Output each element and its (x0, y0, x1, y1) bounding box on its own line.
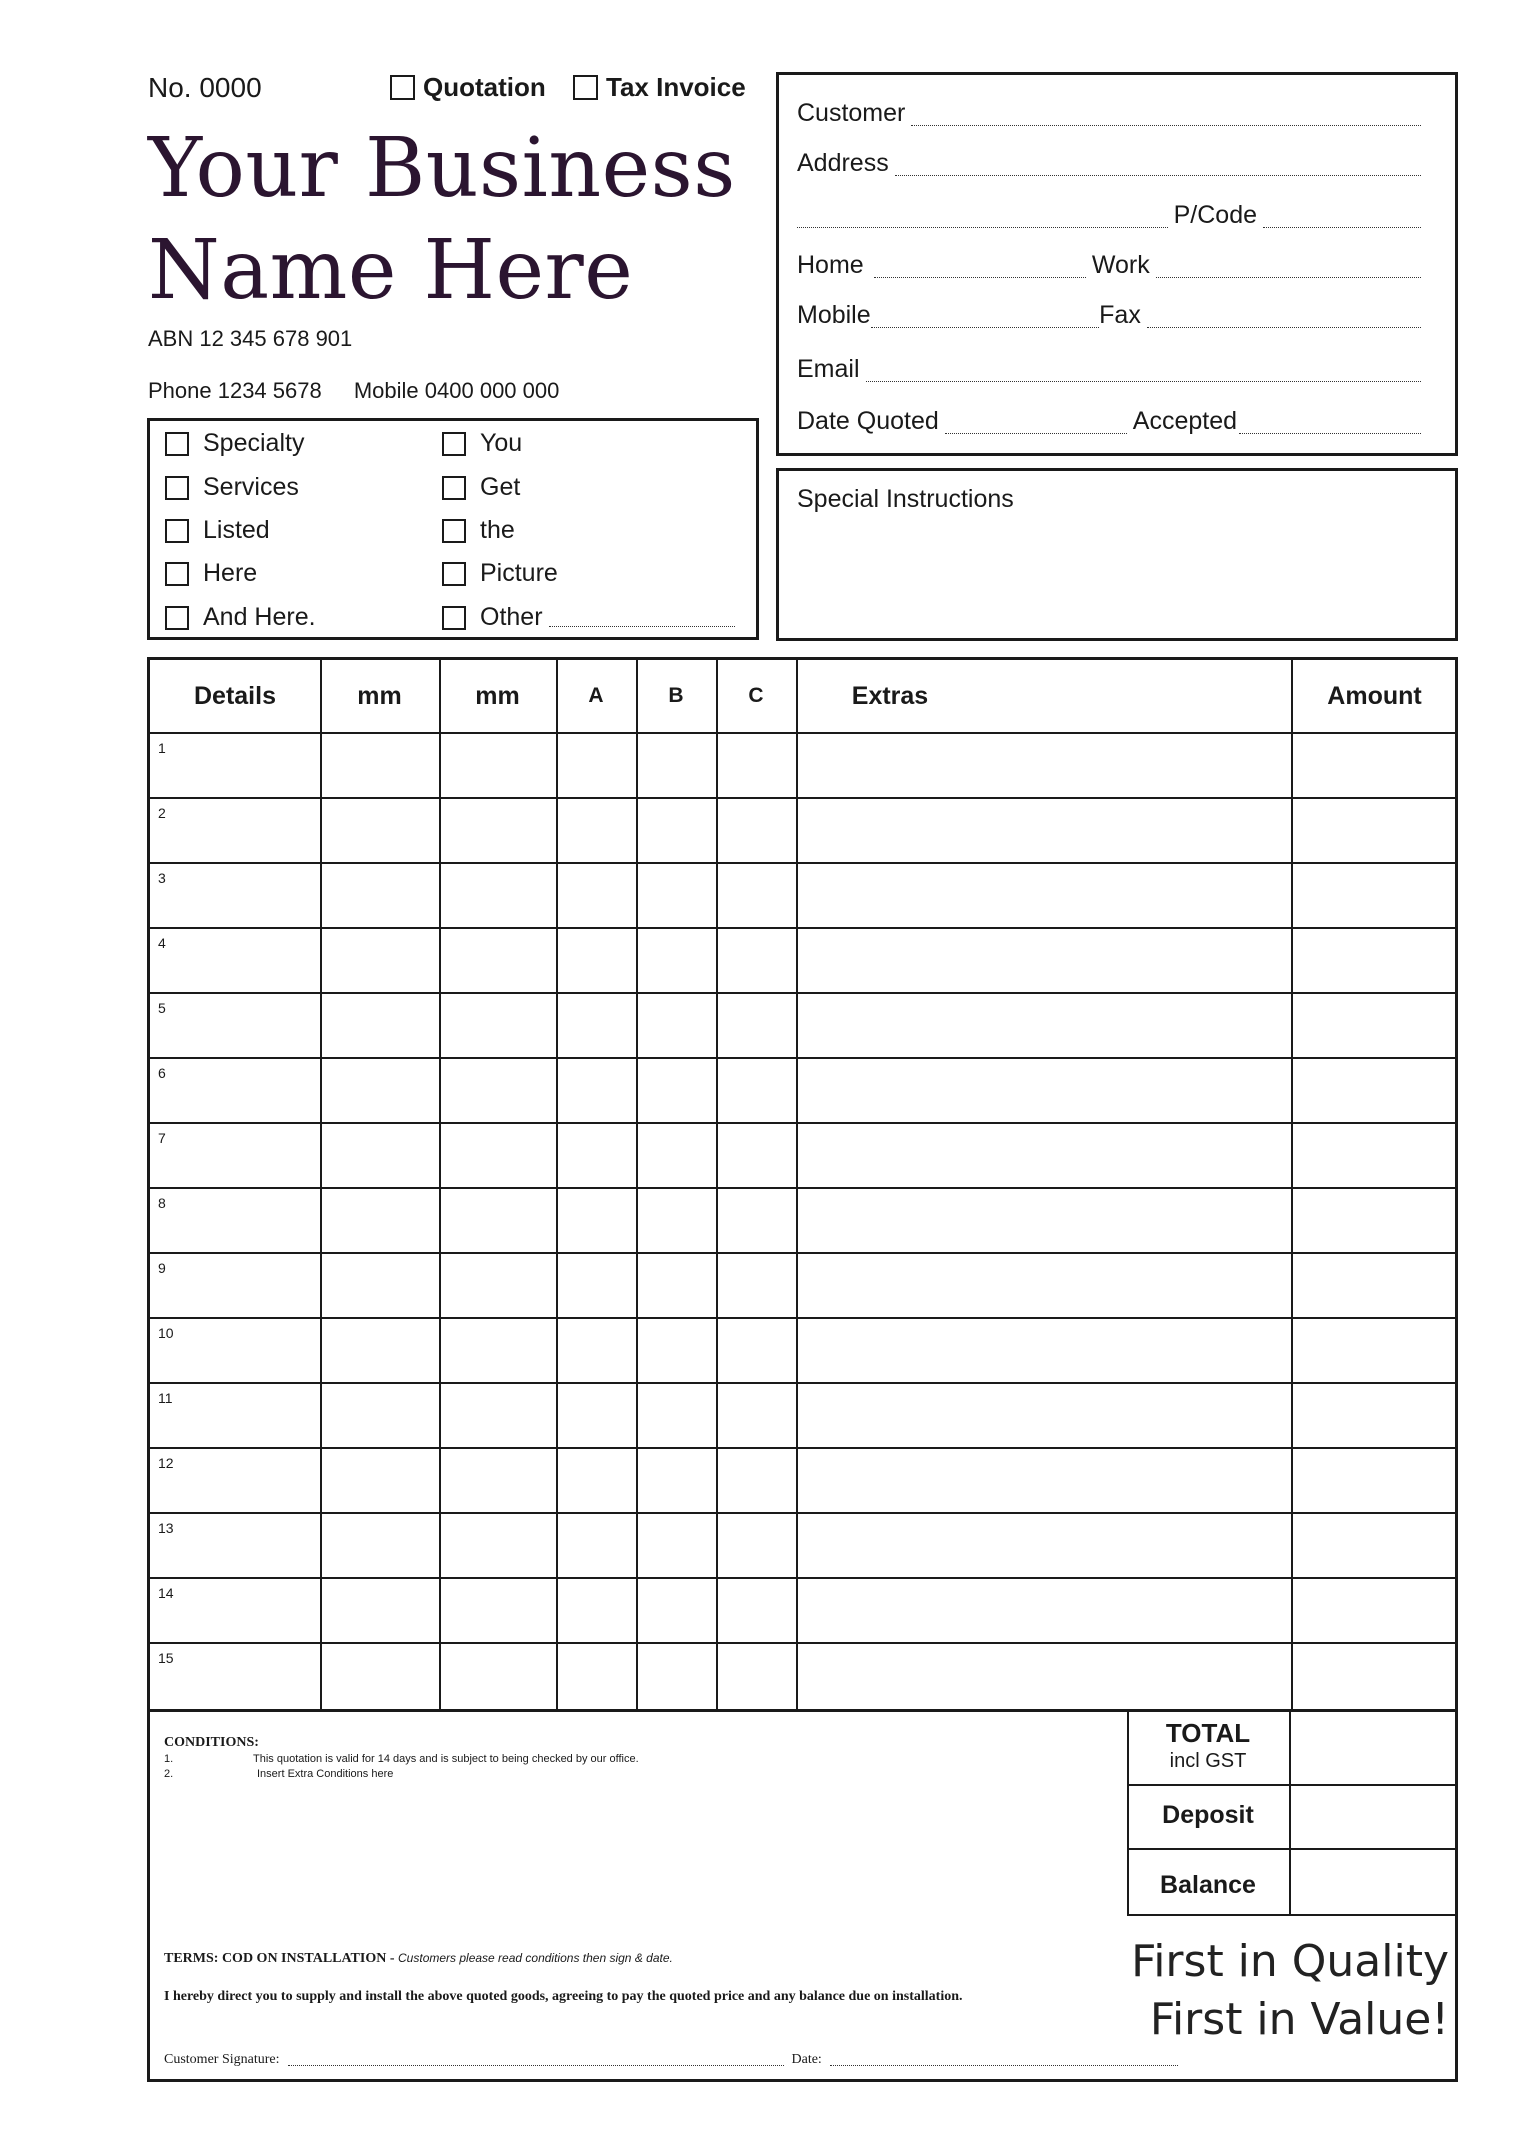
row-number: 14 (158, 1585, 174, 1601)
checkbox-box[interactable] (165, 519, 189, 543)
service-label: Other (480, 603, 543, 631)
row-number: 4 (158, 935, 166, 951)
signature-label: Customer Signature: (164, 2052, 280, 2067)
date-quoted-line[interactable] (945, 413, 1127, 434)
checkbox-box[interactable] (165, 432, 189, 456)
date-fields[interactable] (797, 407, 1427, 436)
row-divider (150, 1252, 1455, 1254)
email-line[interactable] (866, 361, 1421, 382)
row-number: 6 (158, 1065, 166, 1081)
special-instructions-label: Special Instructions (797, 485, 1014, 513)
home-label: Home (797, 251, 864, 279)
column-header-b: B (668, 684, 684, 707)
mobile-fax-fields[interactable] (797, 301, 1427, 330)
row-number: 9 (158, 1260, 166, 1276)
pcode-line[interactable] (1263, 207, 1421, 228)
agreement-text: I hereby direct you to supply and install the above quoted goods, agreeing to pay the quoted price and any balance due on installation. (164, 1989, 963, 2004)
terms-line (164, 1951, 673, 1967)
deposit-amount-cell[interactable] (1291, 1786, 1458, 1848)
terms-note: Customers please read conditions then sign & date. (398, 1951, 673, 1965)
pcode-label: P/Code (1173, 201, 1257, 229)
service-option[interactable] (165, 429, 304, 458)
service-option-other[interactable] (442, 603, 735, 632)
row-number: 3 (158, 870, 166, 886)
items-table (147, 657, 1458, 1712)
slogan-line1: First in Quality (1131, 1936, 1449, 1987)
checkbox-box[interactable] (442, 519, 466, 543)
other-input-line[interactable] (549, 608, 735, 627)
service-label: Picture (480, 559, 558, 587)
date-quoted-label: Date Quoted (797, 407, 939, 435)
service-label: And Here. (203, 603, 316, 631)
customer-details-box (776, 72, 1458, 456)
row-number: 15 (158, 1650, 174, 1666)
checkbox-box[interactable] (165, 606, 189, 630)
column-header-details: Details (194, 681, 276, 710)
row-number: 12 (158, 1455, 174, 1471)
address-line[interactable] (895, 155, 1421, 176)
column-divider (716, 660, 718, 1709)
special-instructions-box[interactable] (776, 468, 1458, 641)
accepted-line[interactable] (1239, 413, 1421, 434)
row-divider (150, 797, 1455, 799)
business-name-line2: Name Here (148, 223, 634, 318)
checkbox-box[interactable] (390, 75, 415, 100)
home-line[interactable] (874, 257, 1086, 278)
mobile-label: Mobile (797, 301, 871, 329)
service-option[interactable] (442, 559, 558, 588)
customer-label: Customer (797, 99, 906, 127)
deposit-label: Deposit (1162, 1801, 1254, 1829)
row-divider (150, 862, 1455, 864)
row-number: 5 (158, 1000, 166, 1016)
row-divider (150, 1447, 1455, 1449)
row-number: 2 (158, 805, 166, 821)
service-label: Get (480, 473, 521, 501)
row-divider (150, 927, 1455, 929)
condition-text: Insert Extra Conditions here (257, 1768, 394, 1780)
column-divider (556, 660, 558, 1709)
service-label: Here (203, 559, 258, 587)
service-label: the (480, 516, 515, 544)
address-label: Address (797, 149, 889, 177)
column-header-mm: mm (357, 681, 402, 710)
checkbox-box[interactable] (442, 432, 466, 456)
phone-fields[interactable] (797, 251, 1427, 280)
row-divider (150, 992, 1455, 994)
balance-amount-cell[interactable] (1291, 1850, 1458, 1914)
condition-text: This quotation is valid for 14 days and is subject to being checked by our office. (253, 1753, 639, 1765)
mobile-line[interactable] (871, 307, 1099, 328)
phone-number: Phone 1234 5678 (148, 378, 322, 403)
signature-row (164, 2052, 1186, 2068)
totals-divider (1127, 1914, 1458, 1916)
email-label: Email (797, 355, 860, 383)
fax-label: Fax (1099, 301, 1141, 329)
address-line2[interactable] (797, 207, 1168, 228)
row-number: 13 (158, 1520, 174, 1536)
column-header-c: C (748, 684, 764, 707)
document-number: No. 0000 (148, 72, 262, 103)
column-divider (439, 660, 441, 1709)
checkbox-box[interactable] (442, 562, 466, 586)
row-divider (150, 1057, 1455, 1059)
contact-line (148, 378, 559, 404)
service-label: Specialty (203, 429, 305, 457)
customer-field[interactable] (797, 99, 1427, 128)
quotation-label: Quotation (423, 72, 546, 102)
services-box (147, 418, 759, 640)
totals-panel (1127, 1712, 1458, 1916)
column-header-mm: mm (475, 681, 520, 710)
service-label: Services (203, 473, 299, 501)
column-divider (1291, 660, 1293, 1709)
checkbox-box[interactable] (165, 562, 189, 586)
footer-section (147, 1709, 1458, 2082)
terms-heading: TERMS: COD ON INSTALLATION - (164, 1951, 395, 1966)
column-divider (796, 660, 798, 1709)
abn-number: ABN 12 345 678 901 (148, 326, 353, 351)
date-label: Date: (791, 2052, 822, 2067)
service-option[interactable] (442, 429, 522, 458)
column-divider (636, 660, 638, 1709)
service-option[interactable] (165, 473, 299, 502)
tax-invoice-checkbox[interactable] (573, 72, 746, 103)
mobile-number: Mobile 0400 000 000 (353, 378, 560, 403)
service-option[interactable] (165, 559, 257, 588)
signature-line[interactable] (288, 2053, 784, 2066)
checkbox-box[interactable] (165, 476, 189, 500)
row-number: 8 (158, 1195, 166, 1211)
row-divider (150, 1382, 1455, 1384)
checkbox-box[interactable] (442, 606, 466, 630)
work-line[interactable] (1156, 257, 1421, 278)
row-divider (150, 1317, 1455, 1319)
slogan-line2: First in Value! (1149, 1994, 1449, 2045)
quotation-checkbox[interactable] (390, 72, 546, 103)
row-divider (150, 1512, 1455, 1514)
conditions-title: CONDITIONS: (164, 1735, 259, 1750)
business-name (148, 118, 736, 322)
service-label: Listed (203, 516, 270, 544)
total-amount-cell[interactable] (1291, 1712, 1458, 1784)
business-name-line1: Your Business (148, 121, 736, 216)
service-option[interactable] (165, 516, 270, 545)
address-field[interactable] (797, 149, 1427, 178)
column-header-a: A (588, 684, 604, 707)
date-line[interactable] (830, 2053, 1178, 2066)
row-divider (150, 732, 1455, 734)
column-header-extras: Extras (851, 681, 929, 710)
checkbox-box[interactable] (573, 75, 598, 100)
column-divider (320, 660, 322, 1709)
row-divider (150, 1642, 1455, 1644)
row-number: 7 (158, 1130, 166, 1146)
condition-number: 1. (164, 1753, 174, 1765)
row-divider (150, 1577, 1455, 1579)
row-number: 1 (158, 740, 166, 756)
tax-invoice-label: Tax Invoice (606, 72, 746, 102)
email-field[interactable] (797, 355, 1427, 384)
service-label: You (480, 429, 523, 457)
service-option[interactable] (442, 473, 520, 502)
fax-line[interactable] (1147, 307, 1421, 328)
address-line2-field[interactable] (797, 201, 1427, 230)
total-label: TOTAL (1165, 1718, 1251, 1748)
service-option[interactable] (165, 603, 316, 632)
column-header-amount: Amount (1327, 681, 1422, 710)
service-option[interactable] (442, 516, 515, 545)
checkbox-box[interactable] (442, 476, 466, 500)
condition-number: 2. (164, 1768, 174, 1780)
work-label: Work (1091, 251, 1150, 279)
balance-label: Balance (1160, 1871, 1256, 1899)
row-number: 11 (158, 1390, 173, 1406)
customer-line[interactable] (911, 105, 1421, 126)
row-divider (150, 1187, 1455, 1189)
incl-gst-label: incl GST (1169, 1750, 1247, 1772)
accepted-label: Accepted (1132, 407, 1238, 435)
row-divider (150, 1122, 1455, 1124)
row-number: 10 (158, 1325, 174, 1341)
